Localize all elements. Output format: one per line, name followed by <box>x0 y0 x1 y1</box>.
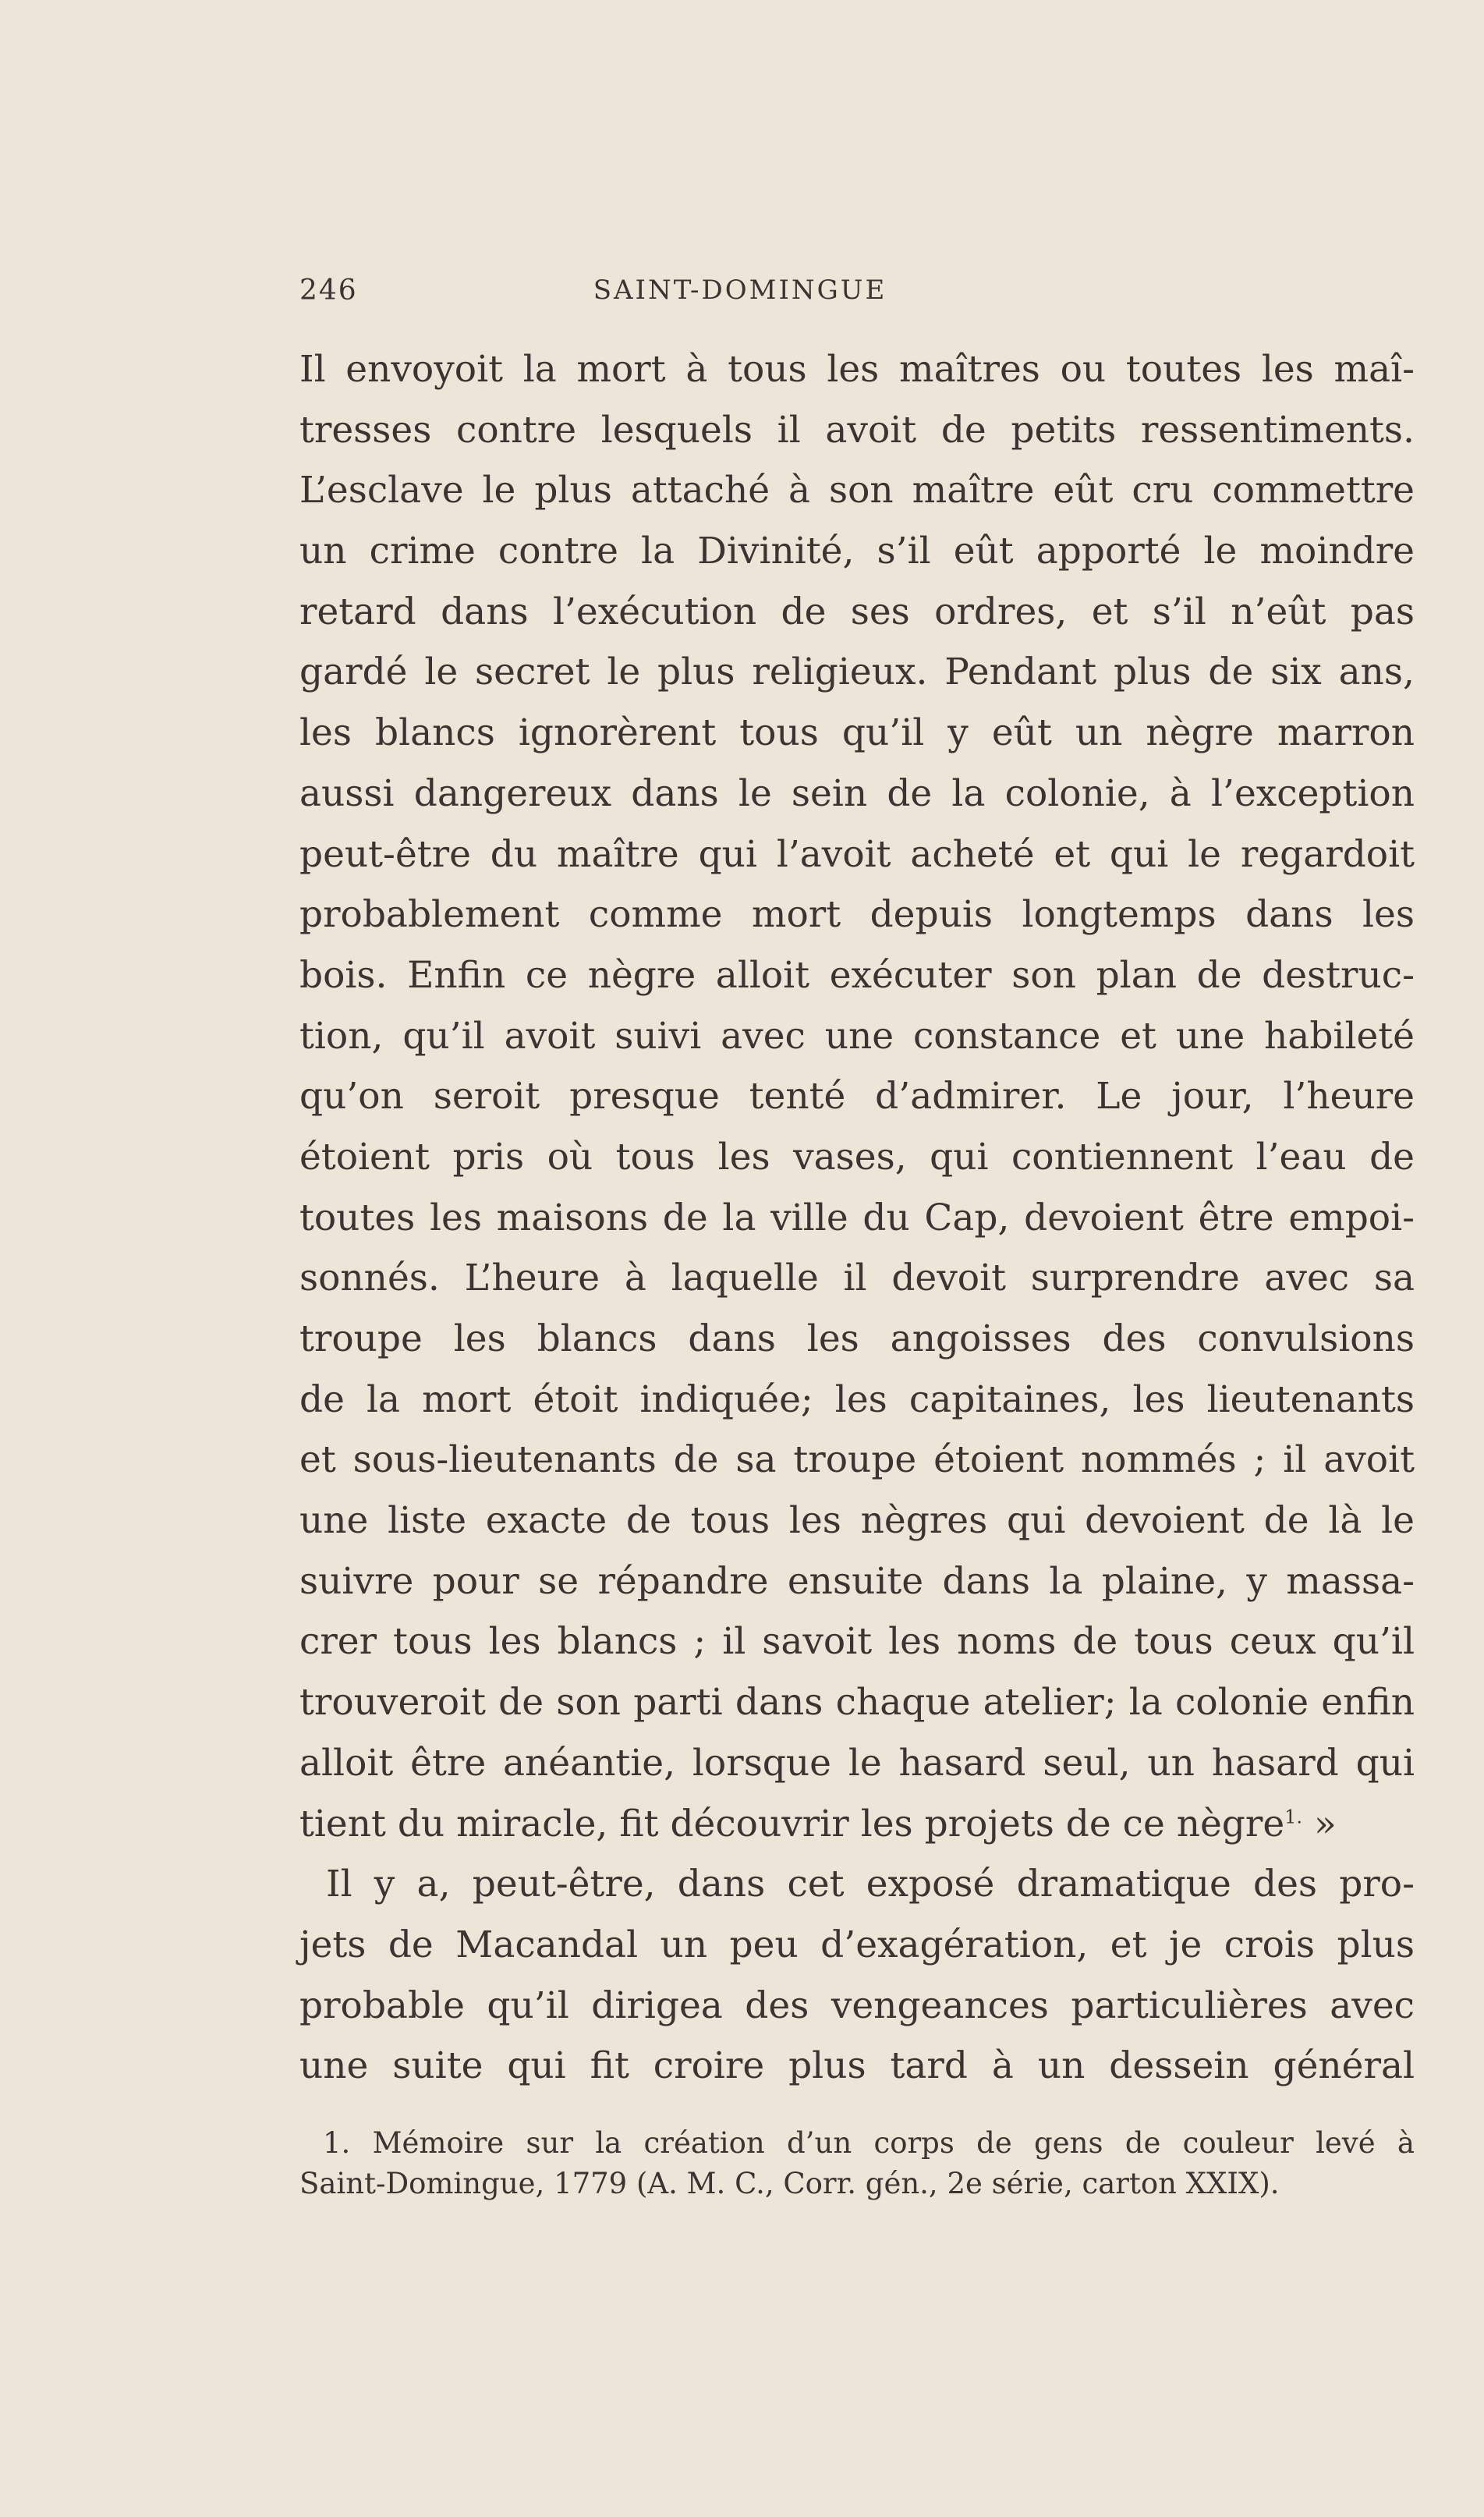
text-line: une suite qui fit croire plus tard à un dessein général <box>299 2044 1415 2088</box>
footnote-line: 1. Mémoire sur la création d’un corps de gens de couleur levé à <box>323 2126 1415 2160</box>
text-line: une liste exacte de tous les nègres qui devoient de là le <box>299 1499 1415 1543</box>
closing-quote: » <box>1302 1802 1337 1845</box>
body-text <box>299 339 1415 2097</box>
text-line: aussi dangereux dans le sein de la colonie, à l’exception <box>299 771 1415 815</box>
text-line: alloit être anéantie, lorsque le hasard seul, un hasard qui <box>299 1741 1415 1785</box>
text-line: bois. Enfin ce nègre alloit exécuter son plan de destruc- <box>299 953 1415 997</box>
text-line: les blancs ignorèrent tous qu’il y eût un nègre marron <box>299 711 1415 755</box>
text-line: retard dans l’exécution de ses ordres, et s’il n’eût pas <box>299 590 1415 633</box>
text-line: un crime contre la Divinité, s’il eût apporté le moindre <box>299 530 1415 573</box>
text-line: peut-être du maître qui l’avoit acheté et qui le regardoit <box>299 832 1415 876</box>
text-line: toutes les maisons de la ville du Cap, devoient être empoi- <box>299 1196 1415 1239</box>
text-line: de la mort étoit indiquée; les capitaines, les lieutenants <box>299 1377 1415 1421</box>
text-line: tion, qu’il avoit suivi avec une constance et une habileté <box>299 1014 1415 1058</box>
text-line: étoient pris où tous les vases, qui contiennent l’eau de <box>299 1135 1415 1179</box>
text-line: gardé le secret le plus religieux. Pendant plus de six ans, <box>299 651 1415 694</box>
text-line: sonnés. L’heure à laquelle il devoit surprendre avec sa <box>299 1257 1415 1300</box>
text-line <box>299 1794 1415 1855</box>
text-line: troupe les blancs dans les angoisses des convulsions <box>299 1317 1415 1360</box>
text-line: et sous-lieutenants de sa troupe étoient nommés ; il avoit <box>299 1438 1415 1482</box>
text-line: trouveroit de son parti dans chaque atelier; la colonie enfin <box>299 1681 1415 1725</box>
text-line: L’esclave le plus attaché à son maître eût cru commettre <box>299 469 1415 512</box>
footnote-line: Saint-Domingue, 1779 (A. M. C., Corr. gén., 2e série, carton XXIX). <box>299 2167 1280 2200</box>
text-line: probablement comme mort depuis longtemps dans les <box>299 893 1415 937</box>
running-title: SAINT-DOMINGUE <box>593 275 887 306</box>
text-line: suivre pour se répandre ensuite dans la plaine, y massa- <box>299 1559 1415 1603</box>
line-text: tient du miracle, fit découvrir les projets de ce nègre <box>299 1802 1285 1845</box>
paragraph-first-line: Il y a, peut-être, dans cet exposé dramatique des pro- <box>326 1863 1415 1906</box>
text-line: probable qu’il dirigea des vengeances particulières avec <box>299 1983 1415 2027</box>
text-line: tresses contre lesquels il avoit de petits ressentiments. <box>299 408 1415 452</box>
text-line: crer tous les blancs ; il savoit les noms de tous ceux qu’il <box>299 1620 1415 1664</box>
footnote-reference: 1. <box>1284 1805 1303 1827</box>
text-line: jets de Macandal un peu d’exagération, et je crois plus <box>299 1923 1415 1966</box>
text-line: Il envoyoit la mort à tous les maîtres ou toutes les maî- <box>299 348 1415 391</box>
running-head <box>299 275 1181 314</box>
page-number: 246 <box>299 275 358 307</box>
text-line: qu’on seroit presque tenté d’admirer. Le jour, l’heure <box>299 1075 1415 1118</box>
footnote <box>299 2123 1415 2204</box>
